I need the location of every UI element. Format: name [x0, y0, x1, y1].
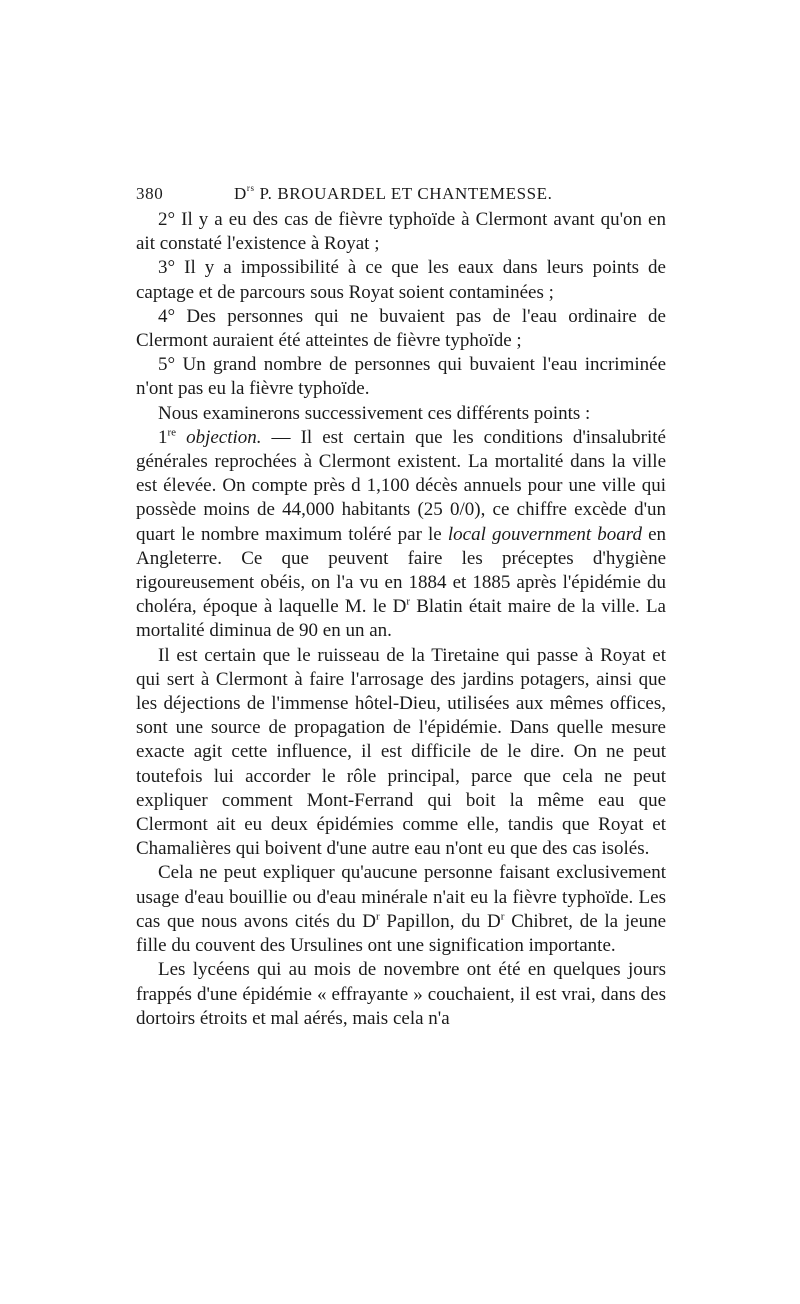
book-page — [136, 178, 666, 1031]
paragraph-lyceens: Les lycéens qui au mois de novembre ont été en quelques jours frappés d'une épidémie « effrayante » couchaient, il est vrai, dans des dortoirs étroits et mal aérés, mais cela n'a — [136, 959, 666, 1029]
italic-term: local gouvernment board — [447, 523, 642, 545]
paragraph-cela: Cela ne peut expliquer qu'aucune personne faisant exclusivement usage d'eau bouillie ou d'eau minérale n'ait eu la fièvre typhoïde. Les cas que nous avons cités du $D^r$ Papillon, du $D^r$ Chibret, de la jeune fille du couvent des Ursulines ont une signification importante. — [136, 862, 666, 957]
paragraph-intro-points: Nous examinerons successivement ces différents points : — [158, 402, 591, 424]
paragraph-tiretaine: Il est certain que le ruisseau de la Tiretaine qui passe à Royat et qui sert à Clermont à faire l'arrosage des jardins potagers, ainsi que les déjections de l'immense hôtel-Dieu, utilisées aux mêmes offices, sont une source de propagation de l'épidémie. Dans quelle mesure exacte agit cette influence, il est difficile de le dire. On ne peut toutefois lui accorder le rôle principal, parce que cela ne peut expliquer comment Mont-Ferrand qui boit la même eau que Clermont ait eu deux épidémies comme elle, tandis que Royat et Chamalières qui boivent d'une autre eau n'ont eu que des cas isolés. — [136, 644, 666, 860]
paragraph-first-objection: 1re objection. — Il est certain que les conditions d'insalubrité générales reprochées à Clermont existent. La mortalité dans la ville est élevée. On compte près d 1,100 décès annuels pour une ville qui possède moins de 44,000 habitants (25 0/0), ce chiffre excède d'un quart le nombre maximum toléré par le local gouvernment board en Angleterre. Ce que peuvent faire les préceptes d'hygiène rigoureusement obéis, on l'a vu en 1884 et 1885 après l'épidémie du choléra, époque à laquelle M. le $D^r$ Blatin était maire de la ville. La mortalité diminua de 90 en un an. — [136, 426, 667, 642]
paragraph-objection-5: 5° Un grand nombre de personnes qui buvaient l'eau incriminée n'ont pas eu la fièvre typhoïde. — [136, 354, 666, 400]
page-header — [136, 178, 666, 208]
running-title: $D^{rs}$ P. BROUARDEL ET CHANTEMESSE. — [234, 183, 553, 203]
objection-label: objection. — [176, 426, 262, 448]
paragraph-objection-4: 4° Des personnes qui ne buvaient pas de l'eau ordinaire de Clermont auraient été atteintes de fièvre typhoïde ; — [136, 305, 666, 352]
paragraph-objection-3: 3° Il y a impossibilité à ce que les eaux dans leurs points de captage et de parcours sous Royat soient contaminées ; — [136, 257, 666, 303]
page-body — [136, 208, 666, 1031]
paragraph-objection-2: 2° Il y a eu des cas de fièvre typhoïde à Clermont avant qu'on en ait constaté l'existence à Royat ; — [136, 209, 666, 255]
page-number: 380 — [136, 184, 164, 203]
